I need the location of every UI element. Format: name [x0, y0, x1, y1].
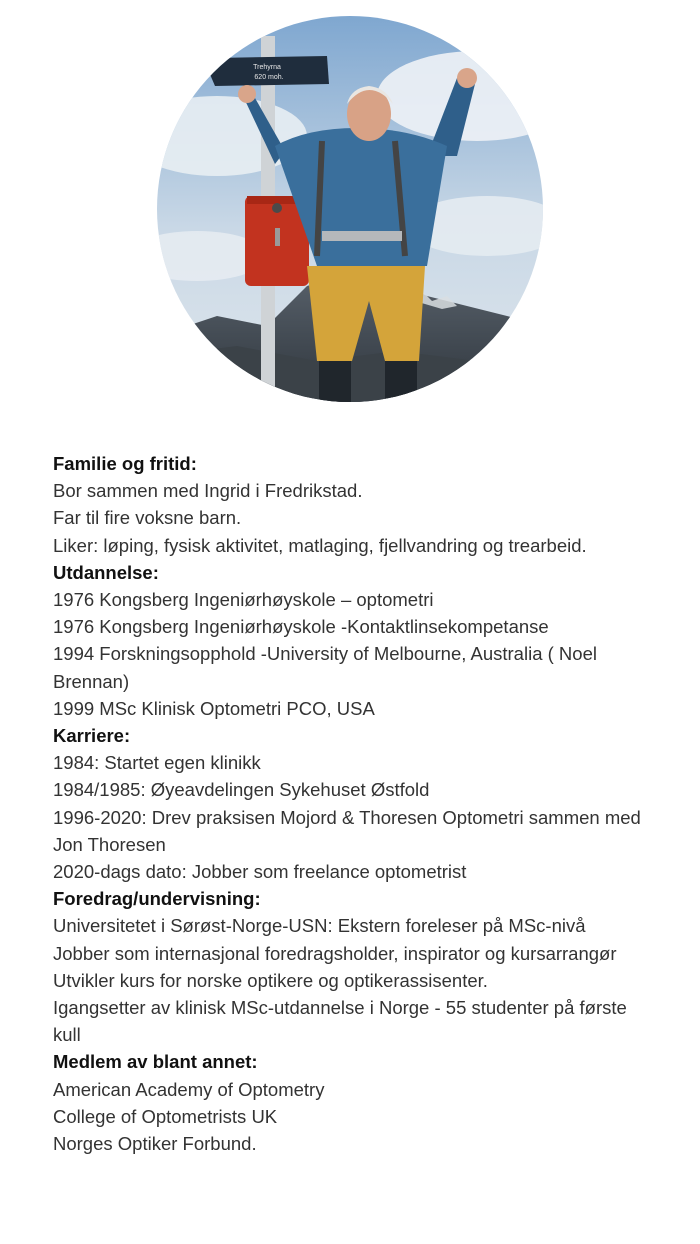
section-heading: Foredrag/undervisning:	[53, 888, 261, 910]
sign-text-line2: 620 moh.	[254, 74, 284, 81]
sign-text-line1: Trehyrna	[253, 64, 281, 71]
bio-line: College of Optometrists UK	[53, 1105, 278, 1127]
bio-line: 1996-2020: Drev praksisen Mojord & Thoresen Optometri sammen med Jon Thoresen	[53, 806, 641, 855]
section-heading: Medlem av blant annet:	[53, 1051, 258, 1073]
section-career	[53, 722, 653, 885]
section-family	[53, 450, 653, 559]
bio-line: Igangsetter av klinisk MSc-utdannelse i Norge - 55 studenter på første kull	[53, 997, 627, 1046]
bio-line: Far til fire voksne barn.	[53, 507, 242, 529]
bio-line: Liker: løping, fysisk aktivitet, matlaging, fjellvandring og trearbeid.	[53, 534, 587, 556]
bio-line: Jobber som internasjonal foredragsholder, inspirator og kursarrangør	[53, 942, 617, 964]
bio	[53, 450, 653, 1157]
section-memberships	[53, 1048, 653, 1157]
section-education	[53, 559, 653, 722]
profile-photo-illustration	[157, 16, 543, 402]
bio-line: 1976 Kongsberg Ingeniørhøyskole – optometri	[53, 589, 434, 611]
section-heading: Utdannelse:	[53, 561, 159, 583]
bio-line: 2020-dags dato: Jobber som freelance optometrist	[53, 861, 467, 883]
summit-sign	[209, 56, 329, 86]
bio-line: Universitetet i Sørøst-Norge-USN: Ekstern foreleser på MSc-nivå	[53, 915, 586, 937]
bio-line: Utvikler kurs for norske optikere og optikerassisenter.	[53, 969, 488, 991]
section-heading: Familie og fritid:	[53, 453, 197, 474]
bio-line: Bor sammen med Ingrid i Fredrikstad.	[53, 480, 363, 502]
section-heading: Karriere:	[53, 725, 131, 747]
bio-line: 1994 Forskningsopphold -University of Melbourne, Australia ( Noel Brennan)	[53, 643, 597, 692]
section-lectures	[53, 885, 653, 1048]
bio-line: 1976 Kongsberg Ingeniørhøyskole -Kontaktlinsekompetanse	[53, 616, 549, 638]
profile-photo	[157, 16, 543, 402]
bio-line: American Academy of Optometry	[53, 1078, 325, 1100]
bio-line: Norges Optiker Forbund.	[53, 1133, 257, 1155]
bio-line: 1984: Startet egen klinikk	[53, 752, 261, 774]
bio-line: 1984/1985: Øyeavdelingen Sykehuset Østfold	[53, 779, 430, 801]
bio-line: 1999 MSc Klinisk Optometri PCO, USA	[53, 697, 375, 719]
